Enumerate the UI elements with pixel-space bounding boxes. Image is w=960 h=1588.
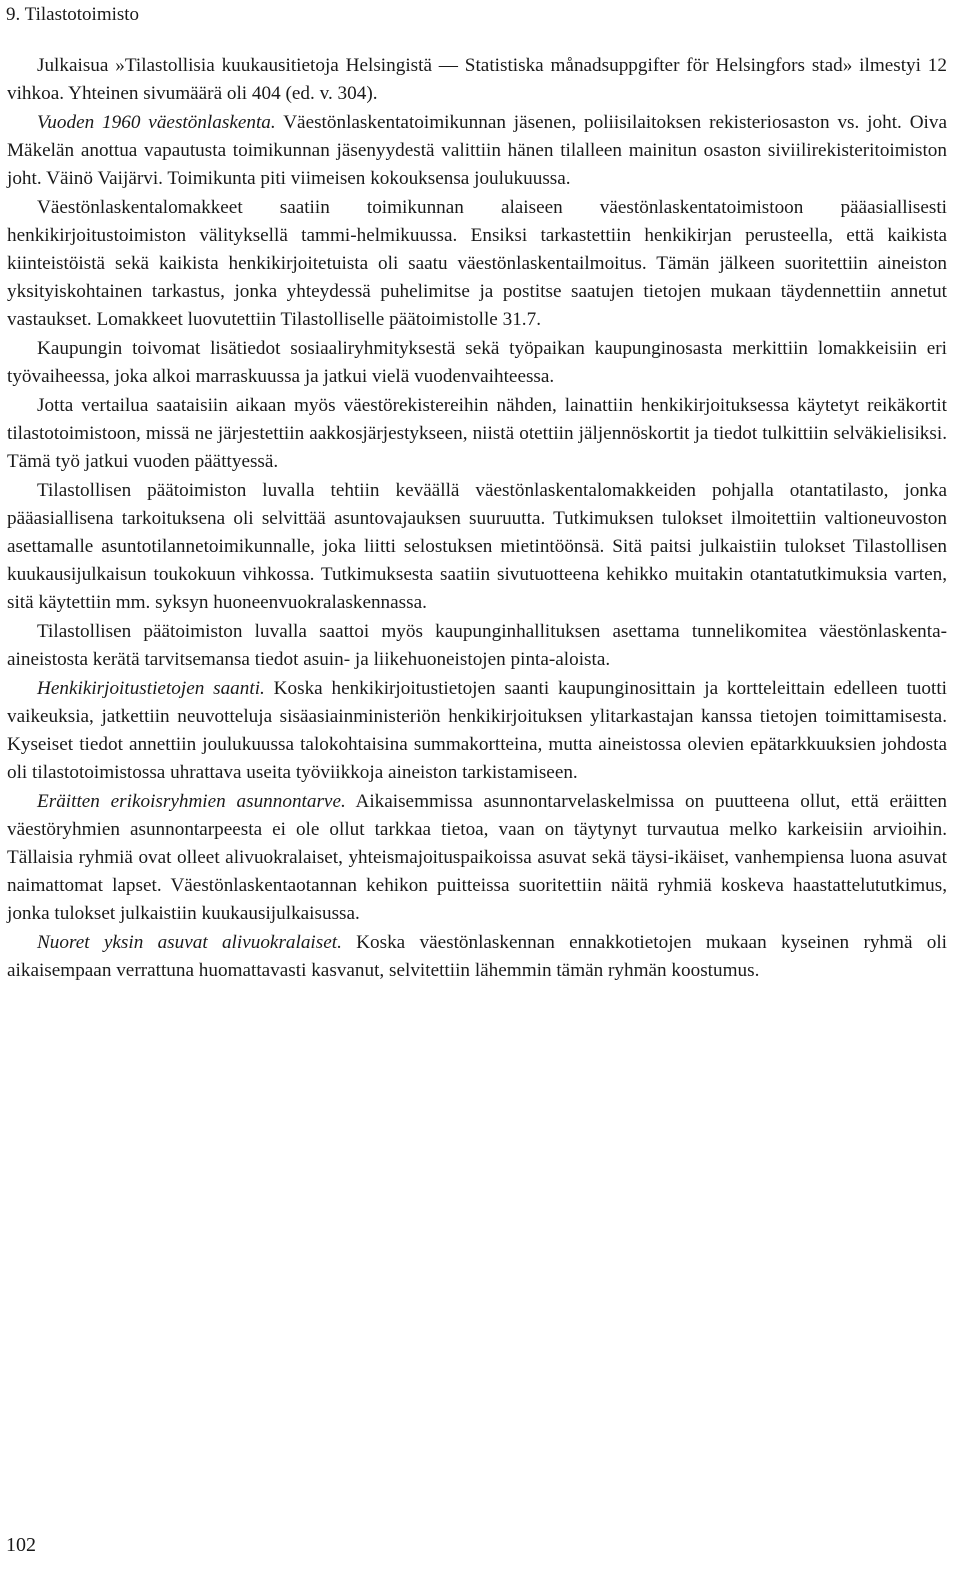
- paragraph-text: Koska henkikirjoitustietojen saanti kaupunginosittain ja kortteleittain edelleen tuotti vaikeuksia, jatkettiin neuvotteluja sisäasiainministeriön henkikirjoituksen ylitarkastajan kanssa tietojen toimittamisesta. Kyseiset tiedot annettiin joulukuussa talokohtaisina summakortteina, mutta aineistossa olevien epätarkkuuksien johdosta oli tilastotoimistossa uhrattava useita työviikkoja aineiston tarkistamiseen.: [7, 678, 947, 783]
- paragraph-7: [7, 618, 947, 674]
- paragraph-lead: Nuoret yksin asuvat alivuokralaiset.: [37, 932, 342, 953]
- paragraph-6: [7, 477, 947, 617]
- body-text: [7, 52, 947, 986]
- paragraph-lead: Eräitten erikoisryhmien asunnontarve.: [37, 791, 346, 812]
- paragraph-5: [7, 392, 947, 476]
- paragraph-text: Tilastollisen päätoimiston luvalla saattoi myös kaupunginhallituksen asettama tunnelikomitea väestönlaskenta-aineistosta kerätä tarvitsemansa tiedot asuin- ja liikehuoneistojen pinta-aloista.: [7, 621, 947, 670]
- paragraph-text: Väestönlaskentalomakkeet saatiin toimikunnan alaiseen väestönlaskentatoimistoon pääasiallisesti henkikirjoitustoimiston välityksellä tammi-helmikuussa. Ensiksi tarkastettiin henkikirjan perusteella, että kaikista kiinteistöistä sekä kaikista henkikirjoitetuista oli saatu väestönlaskentailmoitus. Tämän jälkeen suoritettiin aineiston yksityiskohtainen tarkastus, jonka yhteydessä puhelimitse ja postitse saatujen tietojen mukaan täydennettiin annetut vastaukset. Lomakkeet luovutettiin Tilastolliselle päätoimistolle 31.7.: [7, 197, 947, 330]
- paragraph-lead: Vuoden 1960 väestönlaskenta.: [37, 112, 276, 133]
- paragraph-text: Kaupungin toivomat lisätiedot sosiaaliryhmityksestä sekä työpaikan kaupunginosasta merkittiin lomakkeisiin eri työvaiheessa, joka alkoi marraskuussa ja jatkui vielä vuodenvaihteessa.: [7, 338, 947, 387]
- page-number: 102: [6, 1534, 36, 1556]
- section-header: 9. Tilastotoimisto: [6, 4, 140, 25]
- paragraph-1: [7, 52, 947, 108]
- paragraph-text: Julkaisua »Tilastollisia kuukausitietoja Helsingistä — Statistiska månadsuppgifter för Helsingfors stad» ilmestyi 12 vihkoa. Yhteinen sivumäärä oli 404 (ed. v. 304).: [7, 55, 947, 104]
- paragraph-2: [7, 109, 947, 193]
- paragraph-4: [7, 335, 947, 391]
- paragraph-text: Aikaisemmissa asunnontarvelaskelmissa on puutteena ollut, että eräitten väestöryhmien asunnontarpeesta ei ole ollut tarkkaa tietoa, vaan on täytynyt turvautua melko karkeisiin arvioihin. Tällaisia ryhmiä ovat olleet alivuokralaiset, yhteismajoituspaikoissa asuvat sekä täysi-ikäiset, vanhempiensa luona asuvat naimattomat lapset. Väestönlaskentaotannan kehikon puitteissa suoritettiin näitä ryhmiä koskeva haastattelututkimus, jonka tulokset julkaistiin kuukausijulkaisussa.: [7, 791, 948, 924]
- paragraph-8: [7, 675, 947, 787]
- paragraph-text: Jotta vertailua saataisiin aikaan myös väestörekistereihin nähden, lainattiin henkikirjoituksessa käytetyt reikäkortit tilastotoimistoon, missä ne järjestettiin aakkosjärjestykseen, niistä otettiin jäljennöskortit ja tiedot tulkittiin selväkielisiksi. Tämä työ jatkui vuoden päättyessä.: [7, 395, 947, 472]
- paragraph-text: Koska väestönlaskennan ennakkotietojen mukaan kyseinen ryhmä oli aikaisempaan verrattuna huomattavasti kasvanut, selvitettiin lähemmin tämän ryhmän koostumus.: [7, 932, 948, 981]
- paragraph-lead: Henkikirjoitustietojen saanti.: [37, 678, 265, 699]
- paragraph-3: [7, 194, 947, 334]
- paragraph-text: Väestönlaskentatoimikunnan jäsenen, poliisilaitoksen rekisteriosaston vs. joht. Oiva Mäkelän anottua vapautusta toimikunnan jäsenyydestä valittiin hänen tilalleen mainitun osaston siviilirekisteritoimiston joht. Väinö Vaijärvi. Toimikunta piti viimeisen kokouksensa joulukuussa.: [7, 112, 947, 189]
- paragraph-text: Tilastollisen päätoimiston luvalla tehtiin keväällä väestönlaskentalomakkeiden pohjalla otantatilasto, jonka pääasiallisena tarkoituksena oli selvittää asuntovajauksen suuruutta. Tutkimuksen tulokset ilmoitettiin valtioneuvoston asettamalle asuntotilannetoimikunnalle, joka liitti selostuksen mietintöönsä. Sitä paitsi julkaistiin tulokset Tilastollisen kuukausijulkaisun toukokuun vihkossa. Tutkimuksesta saatiin sivutuotteena kehikko muitakin otantatutkimuksia varten, sitä käytettiin mm. syksyn huoneenvuokralaskennassa.: [7, 480, 947, 613]
- paragraph-9: [7, 788, 947, 928]
- paragraph-10: [7, 929, 947, 985]
